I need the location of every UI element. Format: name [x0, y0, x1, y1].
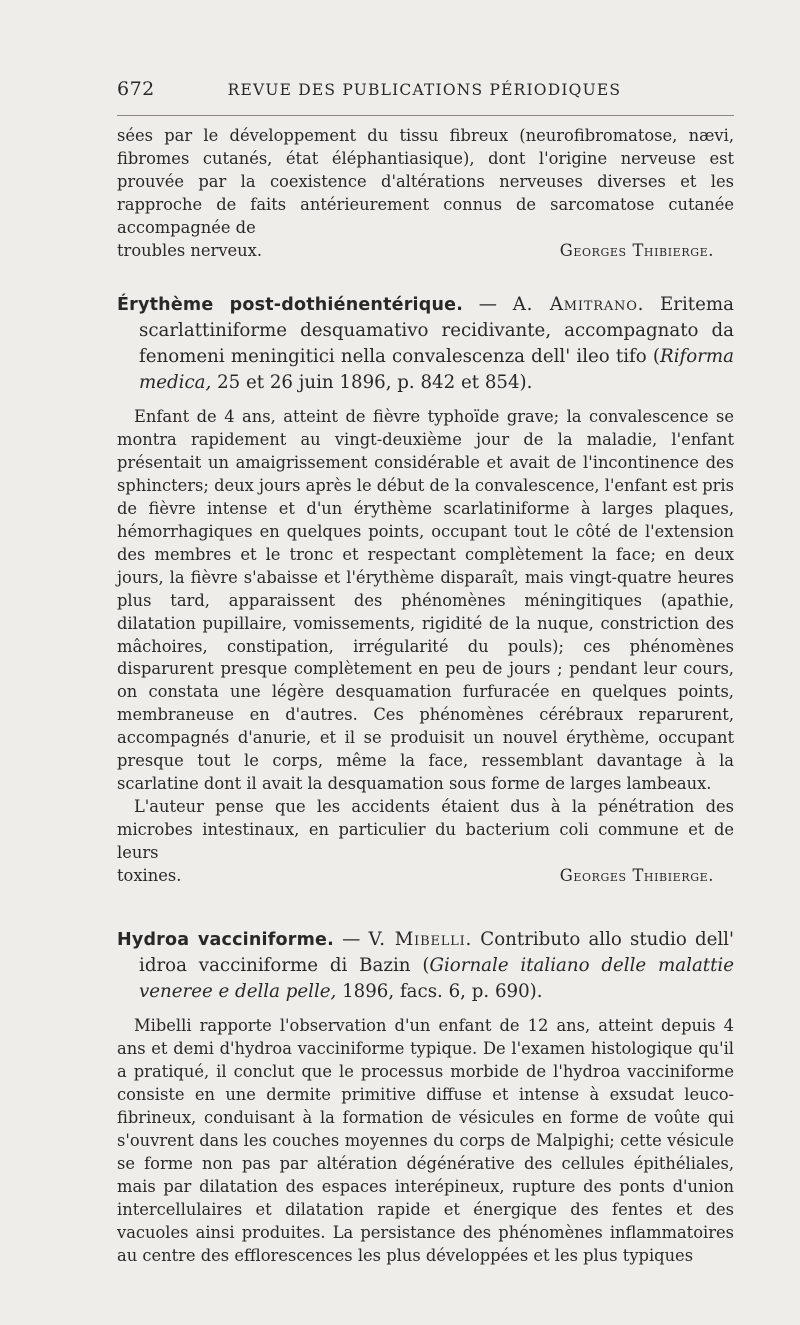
journal-name: Giornale italiano delle malattie veneree e della pelle, [139, 955, 734, 1003]
article-paragraph: Enfant de 4 ans, atteint de fièvre typhoïde grave; la convalescence se montra rapidement au vingt-deuxième jour de la maladie, l'enfant présentait un amaigrissement considérable et avait de l'incontinence des sphincters; deux jours après le début de la convalescence, l'enfant est pris de fièvre intense et d'un érythème scarlatiniforme à larges plaques, hémorrhagiques en quelques points, occupant tout le côté de l'extension des membres et le tronc et respectant complètement la face; en deux jours, la fièvre s'abaisse et l'érythème disparaît, mais vingt-quatre heures plus tard, apparaissent des phénomènes méningitiques (apathie, dilatation pupillaire, vomissements, rigidité de la nuque, constriction des mâchoires, constipation, irrégularité du pouls); ces phénomènes disparurent presque complètement en peu de jours ; pendant leur cours, on constata une légère desquamation furfuracée en quelques points, membraneuse en d'autres. Ces phénomènes cérébraux reparurent, accompagnés d'anurie, et il se produisit un nouvel érythème, occupant presque tout le corps, même la face, ressemblant davantage à la scarlatine dont il avait la desquamation sous forme de larges lambeaux. [117, 407, 734, 793]
article-citation: Eritema scarlattiniforme desquamativo recidivante, accompagnato da fenomeni meningitici nella convalescenza dell' ileo tifo ( [139, 294, 734, 368]
article-last-text: toxines. [117, 865, 182, 885]
spacer [117, 887, 734, 927]
continuation-paragraph: sées par le développement du tissu fibreux (neurofibromatose, nævi, fibromes cutanés, état éléphantiasique), dont l'origine nerveuse est prouvée par la coexistence d'altérations nerveuses diverses et les rapproche de faits antérieurement connus de sarcomatose cutanée accompagnée de [117, 126, 734, 237]
article-paragraph: Mibelli rapporte l'observation d'un enfant de 12 ans, atteint depuis 4 ans et demi d'hydroa vacciniforme typique. De l'examen histologique qu'il a pratiqué, il conclut que le processus morbide de l'hydroa vacciniforme consiste en une dermite primitive diffuse et intense à exsudat leuco-fibrineux, conduisant à la formation de vésicules en forme de voûte qui s'ouvrent dans les couches moyennes du corps de Malpighi; cette vésicule se forme non pas par altération dégénérative des cellules épithéliales, mais par dilatation des espaces interépineux, rupture des ponts d'union intercellulaires et dilatation rapide et énergique des fentes et des vacuoles ainsi produites. La persistance des phénomènes inflammatoires au centre des efflorescences les plus développées et les plus typiques [117, 1016, 734, 1265]
reviewer-signature: Georges Thibierge. [559, 865, 714, 885]
page-number: 672 [117, 78, 155, 100]
continuation-last-text: troubles nerveux. [117, 240, 262, 260]
page-header [117, 78, 734, 100]
article-heading [117, 927, 734, 1005]
spacer [117, 262, 734, 292]
article-last-line [117, 865, 734, 888]
page-content [117, 125, 734, 1267]
article-author: V. Mibelli. [368, 929, 473, 951]
article-title: Hydroa vacciniforme. [117, 930, 334, 951]
article-dash: — [463, 294, 513, 316]
article-citation-end: 25 et 26 juin 1896, p. 842 et 854). [211, 372, 533, 394]
article-citation-end: 1896, facs. 6, p. 690). [336, 981, 543, 1003]
article-citation: Contributo allo studio dell' idroa vacciniforme di Bazin ( [139, 929, 734, 977]
journal-name: Riforma medica, [139, 346, 734, 394]
reviewer-signature: Georges Thibierge. [559, 240, 714, 260]
running-title: REVUE DES PUBLICATIONS PÉRIODIQUES [227, 81, 622, 99]
article-heading [117, 292, 734, 396]
spacer [117, 396, 734, 406]
article-author: A. Amitrano. [512, 294, 645, 316]
article-dash: — [333, 929, 369, 951]
article-paragraph: L'auteur pense que les accidents étaient dus à la pénétration des microbes intestinaux, en particulier du bacterium coli commune et de leurs [117, 796, 734, 862]
continuation-last-line [117, 240, 734, 263]
header-rule [117, 115, 734, 116]
spacer [117, 1005, 734, 1015]
article-title: Érythème post-dothiénentérique. [117, 295, 464, 316]
